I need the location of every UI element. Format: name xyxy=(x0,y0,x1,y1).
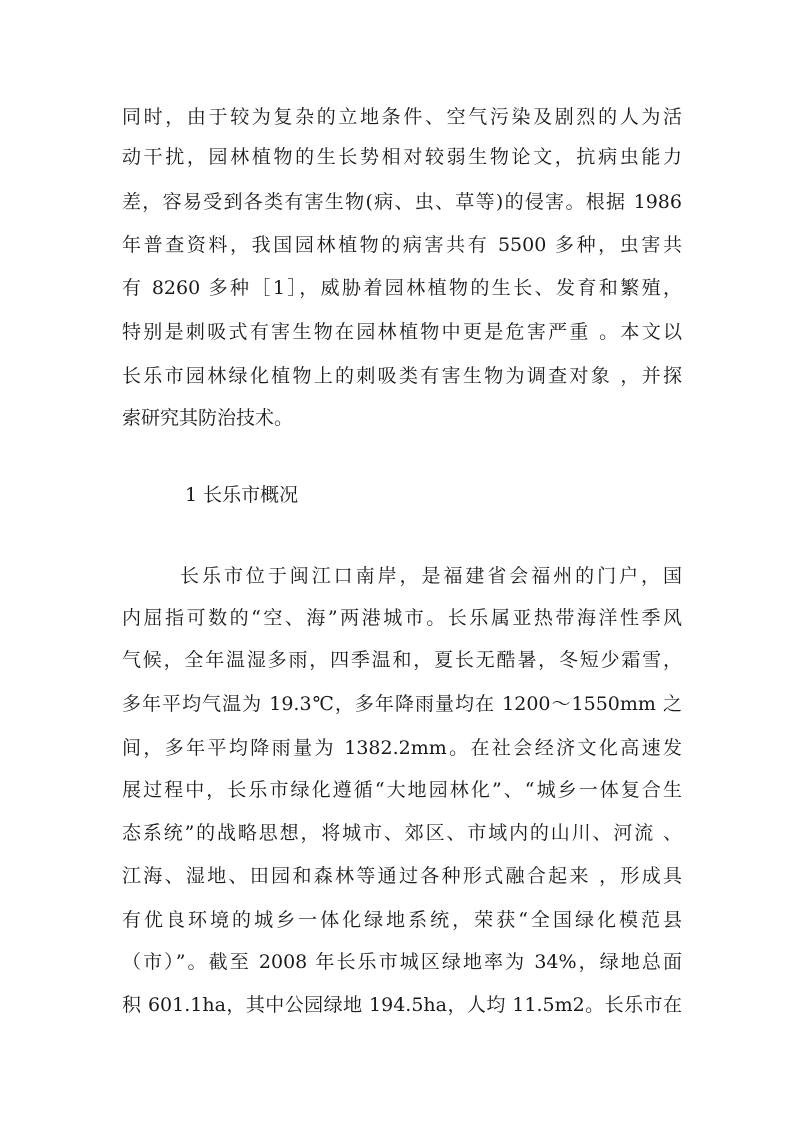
text-line: 长乐市位于闽江口南岸，是福建省会福州的门户，国 xyxy=(180,565,682,587)
text-line: 态系统”的战略思想，将城市、郊区、市域内的山川、河流 、 xyxy=(122,822,682,844)
text-line: 积 601.1ha，其中公园绿地 194.5ha，人均 11.5m2。长乐市在 xyxy=(122,994,682,1016)
text-line: 同时，由于较为复杂的立地条件、空气污染及剧烈的人为活 xyxy=(122,106,682,128)
text-line: 长乐市园林绿化植物上的刺吸类有害生物为调查对象 ，并探 xyxy=(122,365,682,387)
text-line: 差，容易受到各类有害生物(病、虫、草等)的侵害。根据 1986 xyxy=(122,191,682,213)
text-line: 江海、湿地、田园和森林等通过各种形式融合起来 ，形成具 xyxy=(122,865,682,887)
text-line: 有优良环境的城乡一体化绿地系统，荣获“全国绿化模范县 xyxy=(122,909,682,931)
text-line: 多年平均气温为 19.3℃，多年降雨量均在 1200～1550mm 之 xyxy=(122,693,682,715)
text-line: 展过程中，长乐市绿化遵循“大地园林化”、“城乡一体复合生 xyxy=(122,779,682,801)
section-heading: 1 长乐市概况 xyxy=(185,484,299,506)
text-line: 间，多年平均降雨量为 1382.2mm。在社会经济文化高速发 xyxy=(122,737,682,759)
text-line: 动干扰，园林植物的生长势相对较弱生物论文，抗病虫能力 xyxy=(122,146,682,168)
text-line: 索研究其防治技术。 xyxy=(122,407,294,429)
text-line: 年普查资料，我国园林植物的病害共有 5500 多种，虫害共 xyxy=(122,234,682,256)
text-line: （市）”。截至 2008 年长乐市城区绿地率为 34%，绿地总面 xyxy=(122,951,682,973)
text-line: 内屈指可数的“空、海”两港城市。长乐属亚热带海洋性季风 xyxy=(122,607,682,629)
text-line: 有 8260 多种［1］，威胁着园林植物的生长、发育和繁殖， xyxy=(122,277,682,299)
text-line: 特别是刺吸式有害生物在园林植物中更是危害严重 。本文以 xyxy=(122,321,682,343)
text-line: 气候，全年温湿多雨，四季温和，夏长无酷暑，冬短少霜雪， xyxy=(122,649,682,671)
